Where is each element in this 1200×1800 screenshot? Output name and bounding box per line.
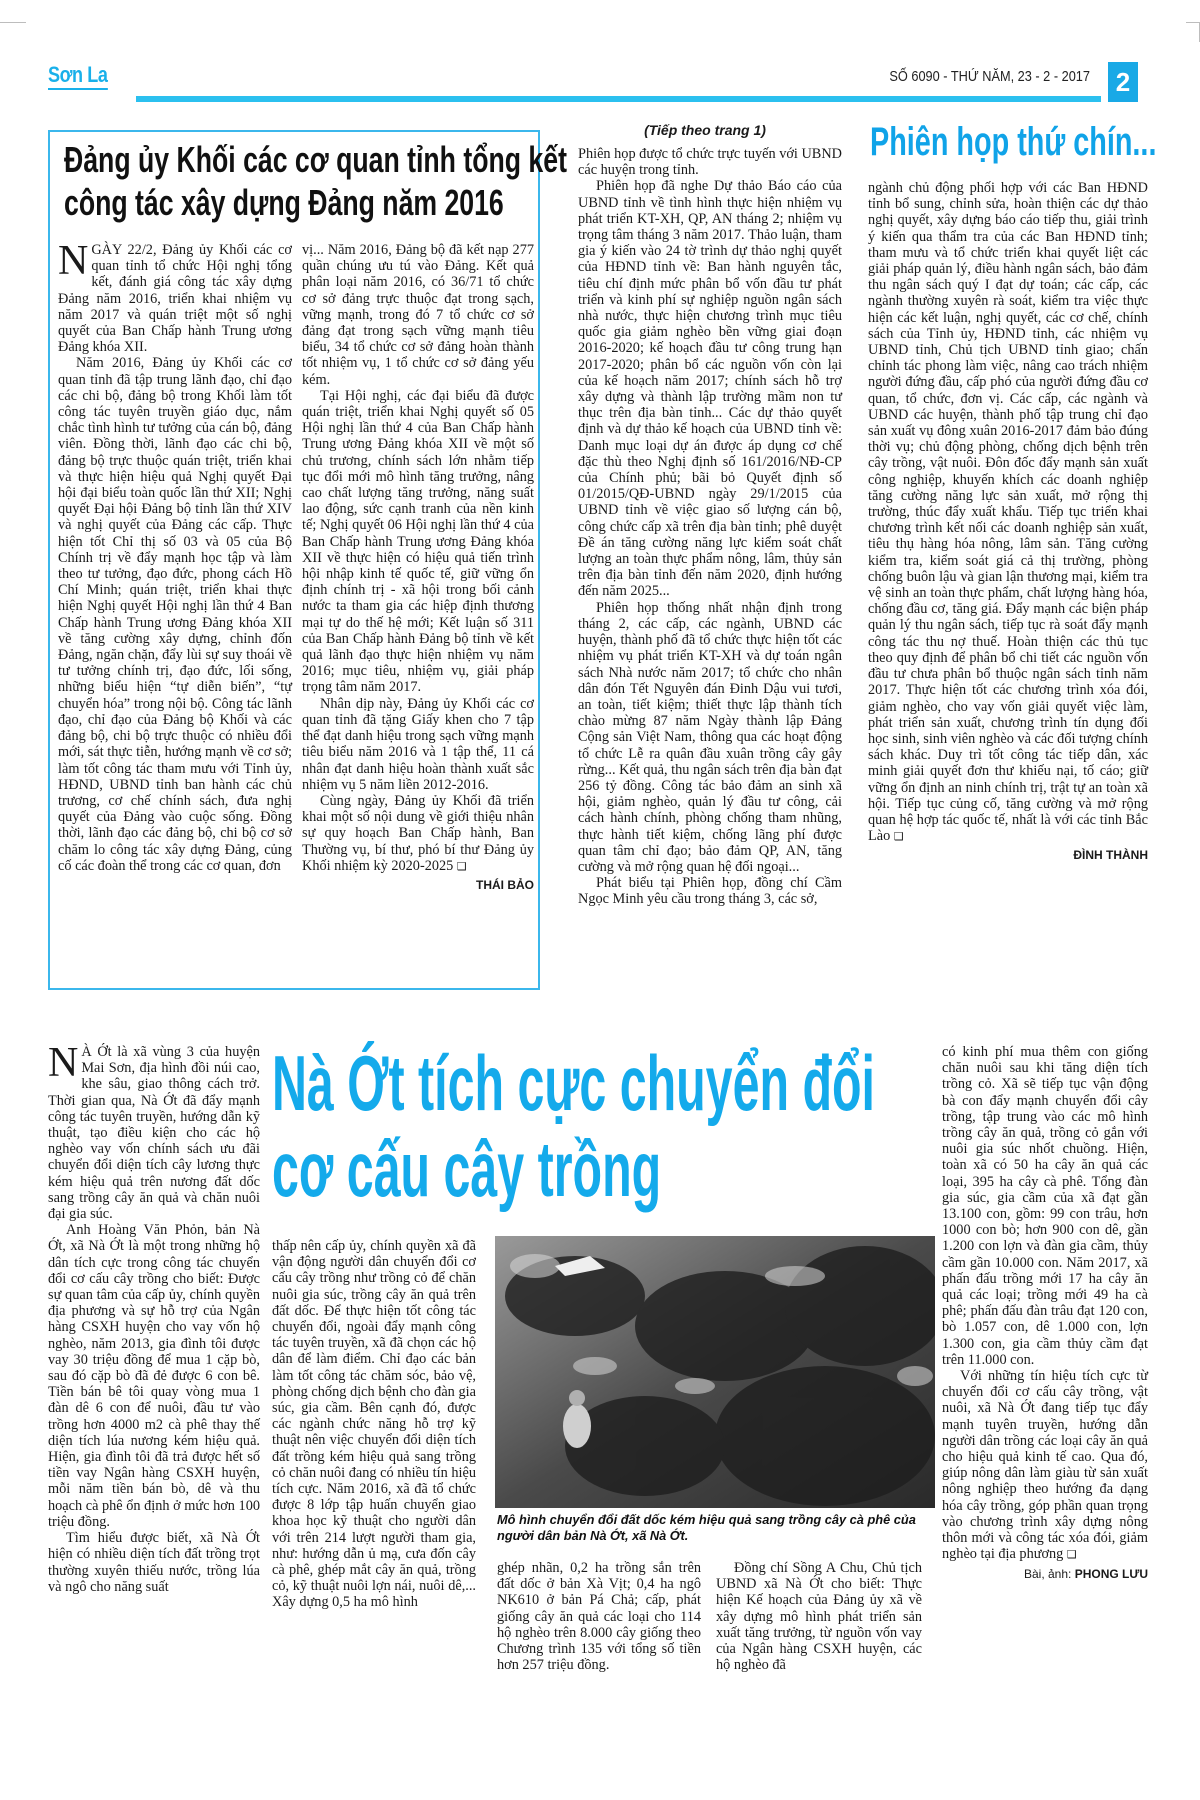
photo-caption: Mô hình chuyển đổi đất dốc kém hiệu quả sang trồng cây cà phê của người dân bản Nà Ớt, xã Nà Ớt. <box>497 1512 916 1543</box>
article3-byline <box>942 1566 1148 1582</box>
dropcap: N <box>58 238 89 284</box>
paragraph-text: À Ớt là xã vùng 3 của huyện Mai Sơn, địa hình đồi núi cao, khe sâu, giao thông cách trở. Thời gian qua, Nà Ớt đã đẩy mạnh công tác tuyên truyền, hướng dẫn kỹ thuật, tạo điều kiện cho các hộ nghèo vay vốn chính sách ưu đãi chuyển đổi diện tích cây lương thực kém hiệu quả trên nương đất dốc sang trồng cây ăn quả và chăn nuôi đại gia súc. <box>48 1044 260 1223</box>
article3-column-4 <box>716 1560 922 1673</box>
article1-byline: THÁI BẢO <box>476 877 534 892</box>
article2-paragraph: Phiên họp thống nhất nhận định trong tháng 2, các cấp, các ngành, UBND các huyện, thành phố đã tổ chức thực hiện tốt các nhiệm vụ phát triển KT-XH và dự toán ngân sách Nhà nước năm 2017; tổ chức cho nhân dân đón Tết Nguyên đán Đinh Dậu vui tươi, an toàn, tiết kiệm; thiết thực lập thành tích chào mừng 87 năm Ngày thành lập Đảng Cộng sản Việt Nam, thông qua các hoạt động tổ chức Lễ ra quân đầu xuân trồng cây gây rừng... Kết quả, thu ngân sách trên địa bàn đạt 256 tỷ đồng. Công tác bảo đảm an sinh xã hội, giảm nghèo, quản lý đầu tư công, cải cách hành chính, phòng chống tham nhũng, thực hành tiết kiệm, chống lãng phí được quan tâm chỉ đạo; bảo đảm QP, AN, tăng cường và mở rộng quan hệ đối ngoại... <box>578 599 842 875</box>
article3-paragraph: ghép nhãn, 0,2 ha trồng sắn trên đất dốc ở bản Xà Vịt; 0,4 ha ngô NK610 ở bản Pá Chả; cấp, phát giống cây ăn quả các loại cho 114 hộ nghèo trên 8.000 cây giống theo Chương trình 135 với tổng số tiền hơn 257 triệu đồng. <box>497 1560 701 1674</box>
page-header <box>48 62 1138 104</box>
article2-paragraph: Phiên họp được tổ chức trực tuyến với UBND các huyện trong tỉnh. <box>578 146 842 179</box>
article1-title-line2: công tác xây dựng Đảng năm 2016 <box>64 182 504 223</box>
article1-title <box>64 138 567 224</box>
article2-column-2 <box>868 180 1148 864</box>
article3-paragraph: Anh Hoàng Văn Phỏn, bản Nà Ớt, xã Nà Ớt là một trong những hộ dân tích cực trong công tác chuyển đổi cơ cấu cây trồng cho biết: Được sự quan tâm của cấp ủy, chính quyền địa phương và sự hỗ trợ của Ngân hàng CSXH huyện cho vay vốn hộ nghèo, năm 2013, gia đình tôi được vay 30 triệu đồng để mua 1 cặp bò, sau đó cặp bò đã đẻ được 6 con bê. Tiền bán bê tôi quay vòng mua 1 đàn dê 6 con để nuôi, đầu tư vào trồng hơn 4000 m2 cà phê thay thế diện tích lúa nương kém hiệu quả. Hiện, gia đình tôi đã trả được hết số tiền vay Ngân hàng CSXH huyện, mỗi năm tiền bán bò, dê và thu hoạch cà phê ổn định ở mức hơn 100 triệu đồng. <box>48 1222 260 1530</box>
crop-mark-top-right <box>1186 22 1200 23</box>
article2-paragraph <box>868 180 1148 845</box>
article2-title: Phiên họp thứ chín... <box>870 120 1157 164</box>
issue-info: SỐ 6090 - THỨ NĂM, 23 - 2 - 2017 <box>889 68 1090 85</box>
article2-column-1 <box>578 146 842 908</box>
byline-author: PHONG LƯU <box>1074 1566 1148 1581</box>
article3-paragraph: có kinh phí mua thêm con giống chăn nuôi sau khi tăng diện tích trồng cỏ. Xã sẽ tiếp tục vận động bà con đẩy mạnh chuyển đổi cây trồng, tập trung vào các mô hình trồng cây ăn quả, trồng cỏ gắn với nuôi gia súc nhốt chuồng. Hiện, toàn xã có 50 ha cây ăn quả các loại, 395 ha cây cà phê. Tổng đàn gia súc, gia cầm của xã đạt gần 13.100 con, gồm: 99 con trâu, hơn 1000 con bò; hơn 900 con dê, gần 1.200 con lợn và đàn gia cầm, thủy cầm gần 10.000 con. Năm 2017, xã phấn đấu trồng mới 17 ha cây ăn quả các loại; trồng mới 49 ha cà phê; phấn đấu đàn trâu đạt 120 con, bò 1.057 con, dê 1.000 con, lợn 1.300 con, gia cầm thủy cầm đạt trên 11.000 con. <box>942 1044 1148 1368</box>
paragraph-text: Với những tín hiệu tích cực từ chuyển đổi cơ cấu cây trồng, vật nuôi, xã Nà Ớt đang tiếp tục đẩy mạnh tuyên truyền, hướng dẫn người dân trồng các loại cây ăn quả cho hiệu quả kinh tế cao. Qua đó, giúp nông dân làm giàu từ sản xuất nông nghiệp theo hướng đa dạng hóa cây trồng, góp phần quan trọng vào chương trình xây dựng nông thôn mới và công tác xóa đói, giảm nghèo tại địa phương <box>942 1368 1148 1563</box>
article1-paragraph <box>302 793 534 875</box>
article3-title-line1: Nà Ớt tích cực chuyển đổi <box>272 1039 875 1127</box>
article1-column-2 <box>302 242 534 893</box>
paragraph-text: Cùng ngày, Đảng ủy Khối đã triển khai một số nội dung về giới thiệu nhân sự quy hoạch Ban Chấp hành, Ban Thường vụ, bí thư, phó bí thư Đảng ủy Khối nhiệm kỳ 2020-2025 <box>302 792 534 874</box>
article3-paragraph: Tìm hiểu được biết, xã Nà Ớt hiện có nhiều diện tích đất trồng trọt thường xuyên thiếu nước, trồng lúa và ngô cho năng suất <box>48 1530 260 1595</box>
article2-paragraph: Phát biểu tại Phiên họp, đồng chí Cầm Ngọc Minh yêu cầu trong tháng 3, các sở, <box>578 875 842 908</box>
article3-paragraph: thấp nên cấp ủy, chính quyền xã đã vận động người dân chuyển đổi cơ cấu cây trồng như trồng cỏ để chăn nuôi gia súc, trồng cây ăn quả trên đất dốc. Để thực hiện tốt công tác chuyển đổi, ngoài đẩy mạnh công tác tuyên truyền, xã đã chọn các hộ dân để làm điểm. Chỉ đạo các bản làm tốt công tác chăm sóc, bảo vệ, phòng chống dịch bệnh cho đàn gia súc, gia cầm. Bên cạnh đó, được các ngành chức năng hỗ trợ kỹ thuật nên việc chuyển đổi diện tích đất trồng kém hiệu quả sang trồng cỏ chăn nuôi đang có nhiều tín hiệu tích cực. Năm 2016, xã đã tổ chức được 8 lớp tập huấn chuyển giao khoa học kỹ thuật cho người dân với trên 214 lượt người tham gia, như: hướng dẫn ủ mạ, cưa đốn cây cà phê, ghép mắt cây ăn quả, trồng cỏ, kỹ thuật nuôi lợn nái, nuôi dê,... Xây dựng 0,5 ha mô hình <box>272 1238 476 1611</box>
article2-byline: ĐÌNH THÀNH <box>1073 848 1148 863</box>
paragraph-text: ngành chủ động phối hợp với các Ban HĐND tỉnh bổ sung, chỉnh sửa, hoàn thiện các dự thảo nghị quyết, xây dựng báo cáo tiếp thu, giải trình ý kiến qua thẩm tra của các Ban HĐND tỉnh; tham mưu và tổ chức triển khai quyết liệt các giải pháp quản lý, điều hành ngân sách, bảo đảm thu ngân sách quý I đạt dự toán; các cấp, các ngành thường xuyên rà soát, kiểm tra việc thực hiện các kết luận, nghị quyết, các cơ chế, chính sách của Tỉnh ủy, HĐND tỉnh, các nhiệm vụ UBND tỉnh, Chủ tịch UBND tỉnh giao; chấn chỉnh tác phong làm việc, nâng cao trách nhiệm người đứng đầu, cấp phó của người đứng đầu cơ quan, tổ chức, đơn vị. Các cấp, các ngành và UBND các huyện, thành phố tập trung chỉ đạo sản xuất vụ đông xuân 2016-2017 đảm bảo đúng thời vụ; chủ động phòng, chống dịch bệnh trên cây trồng, vật nuôi. Đôn đốc đẩy mạnh sản xuất công nghiệp, khuyến khích các doanh nghiệp tăng cường năng lực sản xuất, mở rộng thị trường, thúc đẩy xuất khẩu. Tiếp tục triển khai chương trình kết nối các doanh nghiệp sản xuất, tiêu thụ hàng hóa nông, lâm sản. Tăng cường kiểm tra, kiểm soát giá cả thị trường, phòng chống buôn lậu và gian lận thương mại, kiểm tra vệ sinh an toàn thực phẩm, chất lượng hàng hóa, chống đầu cơ, tăng giá. Đẩy mạnh các biện pháp quản lý thu ngân sách, tiếp tục rà soát đẩy mạnh công tác thu nợ thuế. Hoàn thiện các thủ tục theo quy định để phân bổ chi tiết các nguồn vốn đầu tư chưa phân bổ thuộc ngân sách tỉnh năm 2017. Thực hiện tốt các chương trình xóa đói, giảm nghèo, cho vay vốn giải quyết việc làm, phát triển sản xuất, chương trình tín dụng đối học sinh, sinh viên nghèo và các đối tượng chính sách khác. Duy trì tốt công tác tiếp dân, xác minh giải quyết đơn thư khiếu nại, tố cáo; giữ vững ổn định an ninh chính trị, trật tự an toàn xã hội. Tiếp tục củng cố, tăng cường và mở rộng quan hệ hợp tác quốc tế, nhất là với các tỉnh Bắc Lào <box>868 180 1148 845</box>
crop-mark-top-left <box>0 22 26 23</box>
page-number: 2 <box>1108 62 1138 102</box>
article1-paragraph: vị... Năm 2016, Đảng bộ đã kết nạp 277 quần chúng ưu tú vào Đảng. Kết quả phân loại năm 2016, có 36/71 tổ chức cơ sở đảng trực thuộc đạt trong sạch, vững mạnh, trong đó 7 tổ chức cơ sở đảng đạt trong sạch vững mạnh tiêu biểu, 34 tổ chức cơ sở đảng hoàn thành tốt nhiệm vụ, 1 tổ chức cơ sở đảng yếu kém. <box>302 242 534 388</box>
continued-from-label: (Tiếp theo trang 1) <box>644 122 766 138</box>
coffee-plantation-photo <box>495 1236 935 1508</box>
header-rule <box>136 96 1101 102</box>
article1-paragraph <box>58 238 292 356</box>
newspaper-brand: Sơn La <box>48 62 107 90</box>
article1-paragraph: Năm 2016, Đảng ủy Khối các cơ quan tỉnh đã tập trung lãnh đạo, chỉ đạo các chi bộ, đảng bộ trong Khối làm tốt công tác tuyên truyền giáo dục, nắm chắc tình hình tư tưởng của cán bộ, đảng viên. Đồng thời, lãnh đạo các chi bộ, đảng bộ trực thuộc quán triệt, triển khai và thực hiện hiệu quả Nghị quyết Đại hội đại biểu toàn quốc lần thứ XII; Nghị quyết Đại hội Đảng bộ tỉnh lần thứ XIV và nghị quyết của Đảng các cấp. Thực hiện tốt Chỉ thị số 03 và 05 của Bộ Chính trị về đẩy mạnh học tập và làm theo tư tưởng, đạo đức, phong cách Hồ Chí Minh; quán triệt, triển khai thực hiện Nghị quyết Hội nghị lần thứ 4 Ban Chấp hành Trung ương Đảng khóa XII về tăng cường xây dựng, chỉnh đốn Đảng, ngăn chặn, đẩy lùi sự suy thoái về tư tưởng chính trị, đạo đức, lối sống, những biểu hiện “tự diễn biến”, “tự chuyển hóa” trong nội bộ. Công tác lãnh đạo, chỉ đạo của Đảng bộ Khối và các đảng bộ, chi bộ trực thuộc có nhiều đổi mới, sát thực tiễn, hướng mạnh về cơ sở; làm tốt công tác tham mưu với Tỉnh ủy, HĐND, UBND tỉnh ban hành các chủ trương, cơ chế chính sách, đưa nghị quyết của Đảng vào cuộc sống. Đồng thời, lãnh đạo các đảng bộ, chi bộ cơ sở chăm lo công tác xây dựng Đảng, củng cố các đoàn thể trong các cơ quan, đơn <box>58 355 292 874</box>
byline-prefix: Bài, ảnh: <box>1024 1566 1075 1581</box>
paragraph-text: GÀY 22/2, Đảng ủy Khối các cơ quan tỉnh tổ chức Hội nghị tổng kết, đánh giá công tác xây dựng Đảng năm 2016, triển khai nhiệm vụ năm 2017 và quán triệt một số nghị quyết của Ban Chấp hành Trung ương Đảng khóa XII. <box>58 242 292 356</box>
article3-title-line2: cơ cấu cây trồng <box>272 1125 662 1213</box>
article3-paragraph: Đồng chí Sồng A Chu, Chủ tịch UBND xã Nà Ớt cho biết: Thực hiện Kế hoạch của Đảng ủy xã về xây dựng mô hình phát triển sản xuất tăng trưởng, từ nguồn vốn vay của Ngân hàng CSXH huyện, các hộ nghèo đã <box>716 1560 922 1674</box>
photo-image <box>495 1236 935 1508</box>
end-mark-icon: ❑ <box>1066 1548 1077 1562</box>
article2-paragraph: Phiên họp đã nghe Dự thảo Báo cáo của UBND tỉnh về tình hình thực hiện nhiệm vụ phát triển KT-XH, QP, AN tháng 2; nhiệm vụ trọng tâm tháng 3 năm 2017. Thảo luận, tham gia ý kiến vào 24 tờ trình dự thảo nghị quyết của HĐND tỉnh về: Ban hành nguyên tắc, tiêu chí định mức phân bổ vốn đầu tư phát triển và kinh phí sự nghiệp nguồn ngân sách nhà nước, thực hiện chương trình mục tiêu quốc gia giảm nghèo bền vững giai đoạn 2016-2020; kế hoạch đầu tư công trung hạn 2017-2020; phân bổ các nguồn vốn còn lại của kế hoạch năm 2017; chính sách hỗ trợ xây dựng và thành lập trường mầm non tư thục trên địa bàn tỉnh... Các dự thảo quyết định và dự thảo kế hoạch của UBND tỉnh về: Danh mục loại dự án được áp dụng cơ chế đặc thù theo Nghị định số 161/2016/NĐ-CP của Chính phủ; bãi bỏ Quyết định số 01/2015/QĐ-UBND ngày 29/1/2015 của UBND tỉnh về việc giao số lượng cán bộ, công chức cấp xã trên địa bàn tỉnh; phê duyệt Đề án tăng cường năng lực kiểm soát chất lượng an toàn thực phẩm nông, lâm, thủy sản trên địa bàn tỉnh đến năm 2020, định hướng đến năm 2025... <box>578 178 842 600</box>
article1-column-1 <box>58 238 292 874</box>
article3-column-2 <box>272 1238 476 1611</box>
article3-column-3 <box>497 1560 701 1673</box>
article3-paragraph <box>48 1040 260 1223</box>
article3-column-1 <box>48 1040 260 1595</box>
article1-title-line1: Đảng ủy Khối các cơ quan tỉnh tổng kết <box>64 139 567 180</box>
dropcap: N <box>48 1040 79 1086</box>
article3-title <box>272 1039 875 1213</box>
article3-paragraph <box>942 1368 1148 1563</box>
article1-paragraph: Nhân dịp này, Đảng ủy Khối các cơ quan tỉnh đã tặng Giấy khen cho 7 tập thể đạt danh hiệu trong sạch vững mạnh tiêu biểu năm 2016 và 1 tập thể, 11 cá nhân đạt danh hiệu hoàn thành xuất sắc nhiệm vụ 5 năm liền 2012-2016. <box>302 695 534 793</box>
end-mark-icon: ❑ <box>456 859 467 873</box>
article3-column-5 <box>942 1044 1148 1582</box>
article1-paragraph: Tại Hội nghị, các đại biểu đã được quán triệt, triển khai Nghị quyết số 05 Hội nghị lần thứ 4 của Ban Chấp hành Trung ương Đảng khóa XII về một số chủ trương, chính sách lớn nhằm tiếp tục đổi mới mô hình tăng trưởng, nâng cao chất lượng tăng trưởng, năng suất lao động, sức cạnh tranh của nền kinh tế; Nghị quyết 06 Hội nghị lần thứ 4 của Ban Chấp hành Trung ương Đảng khóa XII về thực hiện có hiệu quả tiến trình hội nhập kinh tế quốc tế, giữ vững ổn định chính trị - xã hội trong bối cảnh nước ta tham gia các hiệp định thương mại tự do thế hệ mới; Kết luận số 311 của Ban Chấp hành Đảng bộ tỉnh về kết quả lãnh đạo thực hiện nhiệm vụ năm 2016; mục tiêu, nhiệm vụ, giải pháp trọng tâm năm 2017. <box>302 387 534 696</box>
end-mark-icon: ❑ <box>893 830 904 844</box>
